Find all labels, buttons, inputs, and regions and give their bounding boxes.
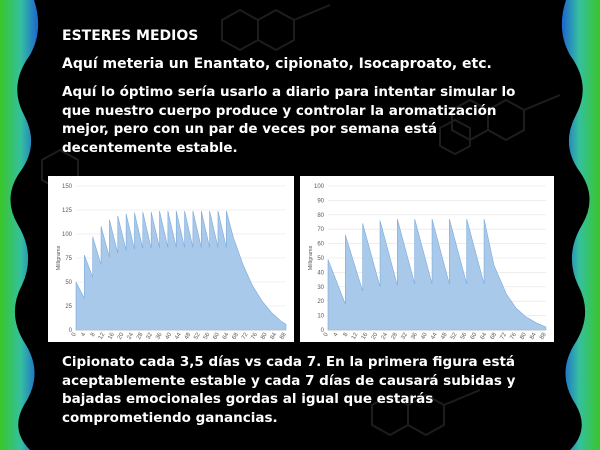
chart-b-y-axis-label: Milligrams xyxy=(308,245,314,271)
chart-a-x-tick-label: 60 xyxy=(212,332,221,341)
esters-line: Aquí meteria un Enantato, cipionato, Isocaproato, etc. xyxy=(62,56,492,72)
chart-b-x-tick-label: 60 xyxy=(469,332,479,341)
chart-every-7-days xyxy=(300,176,554,342)
chart-b-y-tick-label: 50 xyxy=(317,256,324,262)
chart-a-x-tick-label: 44 xyxy=(174,332,183,341)
chart-b-y-tick-label: 10 xyxy=(317,313,324,320)
chart-every-3-5-days xyxy=(48,176,294,342)
chart-b-x-tick-label: 16 xyxy=(360,332,370,341)
chart-b-x-tick-label: 84 xyxy=(529,332,538,341)
chart-a-x-tick-label: 68 xyxy=(231,332,241,341)
right-wave-decoration xyxy=(562,0,600,450)
chart-a-x-tick-label: 16 xyxy=(107,332,116,341)
chart-b-x-tick-label: 48 xyxy=(440,332,449,341)
chart-a-x-tick-label: 52 xyxy=(193,332,202,341)
chart-a-x-tick-label: 4 xyxy=(80,332,88,338)
chart-a-x-tick-label: 64 xyxy=(221,332,231,341)
chart-b-x-tick-label: 20 xyxy=(370,332,380,341)
chart-b-x-tick-label: 40 xyxy=(420,332,429,341)
chart-b-x-tick-label: 52 xyxy=(450,332,459,341)
chart-b-x-tick-label: 4 xyxy=(332,332,340,338)
chart-a-y-tick-label: 125 xyxy=(61,208,72,214)
chart-b-y-tick-label: 40 xyxy=(317,270,324,277)
chart-a-y-tick-label: 50 xyxy=(65,280,72,286)
chart-b-x-tick-label: 64 xyxy=(479,332,489,341)
chart-a-x-tick-label: 40 xyxy=(164,332,174,341)
chart-a-svg xyxy=(48,176,294,342)
chart-b-x-tick-label: 36 xyxy=(410,332,419,341)
chart-a-x-tick-label: 56 xyxy=(202,332,212,341)
chart-b-x-tick-label: 68 xyxy=(489,332,499,341)
chart-a-x-tick-label: 12 xyxy=(97,332,107,341)
chart-a-x-tick-label: 28 xyxy=(136,332,145,341)
chart-b-svg xyxy=(300,176,554,342)
chart-a-x-tick-label: 48 xyxy=(183,332,193,341)
chart-b-x-tick-label: 80 xyxy=(519,332,528,341)
chart-b-x-tick-label: 44 xyxy=(430,332,439,341)
chart-a-y-axis-label: Milligrams xyxy=(56,245,62,271)
chart-a-series-area xyxy=(76,211,286,330)
chart-b-series-area xyxy=(328,219,546,330)
chart-b-x-tick-label: 12 xyxy=(350,332,360,341)
chart-a-y-tick-label: 25 xyxy=(65,304,72,310)
chart-a-x-tick-label: 20 xyxy=(116,332,126,341)
chart-b-x-tick-label: 32 xyxy=(400,332,410,341)
chart-b-x-tick-label: 24 xyxy=(380,332,390,341)
chart-b-y-tick-label: 20 xyxy=(317,299,324,306)
chart-a-x-tick-label: 80 xyxy=(260,332,269,341)
chart-a-y-tick-label: 100 xyxy=(61,232,72,238)
chart-b-x-tick-label: 56 xyxy=(459,332,469,341)
chart-a-x-tick-label: 88 xyxy=(279,332,288,341)
chart-b-y-tick-label: 60 xyxy=(317,241,324,248)
chart-b-x-tick-label: 72 xyxy=(499,332,509,341)
chart-a-y-tick-label: 150 xyxy=(61,184,72,190)
chart-a-x-tick-label: 72 xyxy=(241,332,250,341)
chart-b-x-tick-label: 76 xyxy=(509,332,519,341)
chart-b-y-tick-label: 30 xyxy=(317,284,324,291)
chart-a-x-tick-label: 84 xyxy=(269,332,279,341)
chart-a-x-tick-label: 8 xyxy=(89,332,97,338)
chart-a-y-tick-label: 75 xyxy=(65,256,72,262)
chart-b-x-tick-label: 88 xyxy=(539,332,548,341)
chart-b-x-tick-label: 28 xyxy=(390,332,400,341)
comparison-paragraph: Cipionato cada 3,5 días vs cada 7. En la primera figura está aceptablemente estable y cada 7 días de causará subidas y bajadas emocionales gordas al igual que estarás comprometiendo ganancias. xyxy=(62,354,516,426)
chart-a-x-tick-label: 36 xyxy=(155,332,164,341)
chart-b-y-tick-label: 0 xyxy=(320,328,324,334)
chart-a-x-tick-label: 76 xyxy=(250,332,260,341)
chart-a-x-tick-label: 32 xyxy=(145,332,155,341)
slide-heading: ESTERES MEDIOS xyxy=(62,28,199,44)
chart-b-y-tick-label: 70 xyxy=(317,227,324,234)
chart-a-x-tick-label: 0 xyxy=(70,332,78,338)
chart-a-x-tick-label: 24 xyxy=(126,332,136,341)
chart-b-x-tick-label: 0 xyxy=(322,332,330,338)
chart-b-y-tick-label: 80 xyxy=(317,212,324,219)
chart-b-y-tick-label: 100 xyxy=(313,184,324,190)
dosing-paragraph: Aquí lo óptimo sería usarlo a diario para intentar simular lo que nuestro cuerpo produce y controlar la aromatización mejor, pero con un par de veces por semana está decentemente estable. xyxy=(62,84,516,156)
chart-b-x-tick-label: 8 xyxy=(342,332,350,338)
chart-b-y-tick-label: 90 xyxy=(317,198,324,205)
left-wave-decoration xyxy=(0,0,38,450)
chart-a-y-tick-label: 0 xyxy=(68,328,72,334)
